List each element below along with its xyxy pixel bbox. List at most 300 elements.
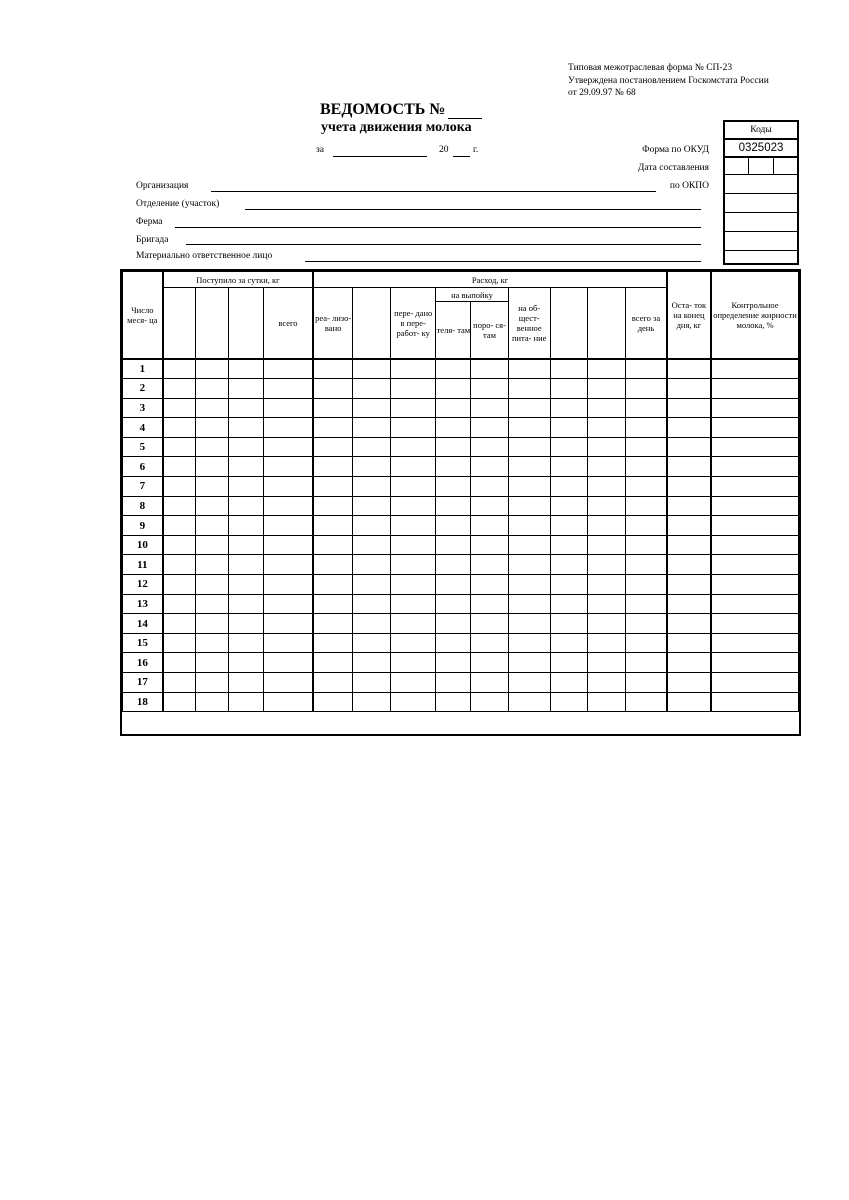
table-cell[interactable] [550, 575, 587, 595]
table-cell[interactable] [163, 496, 196, 516]
table-cell[interactable] [711, 594, 799, 614]
table-cell[interactable] [436, 516, 471, 536]
table-cell[interactable] [263, 379, 313, 399]
table-cell[interactable] [471, 614, 508, 634]
table-cell[interactable] [229, 575, 263, 595]
table-cell[interactable] [508, 673, 550, 693]
table-cell[interactable] [550, 457, 587, 477]
table-cell[interactable] [263, 496, 313, 516]
table-cell[interactable] [229, 379, 263, 399]
table-cell[interactable] [163, 633, 196, 653]
table-cell[interactable] [587, 477, 625, 497]
table-cell[interactable] [352, 633, 390, 653]
period-field[interactable] [333, 156, 427, 157]
table-cell[interactable] [436, 418, 471, 438]
table-cell[interactable] [313, 437, 352, 457]
table-cell[interactable] [711, 418, 799, 438]
table-row [123, 457, 799, 477]
table-cell[interactable] [313, 673, 352, 693]
table-cell[interactable] [711, 653, 799, 673]
table-cell[interactable] [196, 437, 229, 457]
table-cell[interactable] [196, 418, 229, 438]
table-cell[interactable] [436, 575, 471, 595]
table-row [123, 575, 799, 595]
table-cell[interactable] [626, 457, 667, 477]
table-cell[interactable] [626, 516, 667, 536]
table-cell[interactable] [587, 457, 625, 477]
table-cell[interactable] [263, 633, 313, 653]
table-cell[interactable] [587, 692, 625, 712]
table-cell[interactable] [711, 457, 799, 477]
table-cell[interactable] [667, 418, 711, 438]
table-cell[interactable] [352, 653, 390, 673]
table-cell[interactable] [550, 653, 587, 673]
table-cell[interactable] [229, 673, 263, 693]
table-cell[interactable] [352, 418, 390, 438]
table-cell[interactable] [163, 418, 196, 438]
year-field[interactable] [453, 156, 470, 157]
table-cell[interactable] [711, 614, 799, 634]
table-cell[interactable] [587, 614, 625, 634]
table-cell[interactable] [196, 673, 229, 693]
table-cell[interactable] [196, 359, 229, 379]
table-cell[interactable] [626, 575, 667, 595]
table-cell[interactable] [667, 359, 711, 379]
table-cell[interactable] [550, 418, 587, 438]
table-cell[interactable] [229, 594, 263, 614]
table-cell[interactable] [229, 359, 263, 379]
table-cell[interactable] [391, 555, 436, 575]
table-cell[interactable] [352, 535, 390, 555]
table-cell[interactable] [391, 437, 436, 457]
codes-header: Коды [725, 122, 797, 140]
table-cell[interactable] [196, 379, 229, 399]
table-cell[interactable] [471, 555, 508, 575]
table-cell[interactable] [313, 633, 352, 653]
day-number: 6 [123, 457, 163, 477]
table-cell[interactable] [436, 614, 471, 634]
table-cell[interactable] [313, 575, 352, 595]
table-cell[interactable] [313, 692, 352, 712]
table-cell[interactable] [196, 594, 229, 614]
table-cell[interactable] [626, 555, 667, 575]
table-cell[interactable] [313, 555, 352, 575]
table-cell[interactable] [508, 594, 550, 614]
organization-field[interactable] [211, 191, 656, 192]
table-cell[interactable] [667, 496, 711, 516]
table-cell[interactable] [352, 398, 390, 418]
department-code-field[interactable] [725, 194, 797, 213]
table-cell[interactable] [471, 633, 508, 653]
table-cell[interactable] [163, 673, 196, 693]
table-cell[interactable] [550, 535, 587, 555]
table-cell[interactable] [263, 594, 313, 614]
table-cell[interactable] [263, 555, 313, 575]
header-received-total: всего [263, 288, 313, 359]
table-cell[interactable] [436, 594, 471, 614]
table-cell[interactable] [352, 457, 390, 477]
table-cell[interactable] [391, 535, 436, 555]
table-cell[interactable] [391, 516, 436, 536]
table-cell[interactable] [711, 477, 799, 497]
table-cell[interactable] [163, 437, 196, 457]
form-approval [568, 62, 769, 100]
table-cell[interactable] [352, 673, 390, 693]
table-cell[interactable] [196, 535, 229, 555]
table-cell[interactable] [471, 398, 508, 418]
farm-label: Ферма [136, 217, 163, 227]
table-cell[interactable] [163, 535, 196, 555]
table-cell[interactable] [626, 653, 667, 673]
table-cell[interactable] [667, 379, 711, 399]
table-cell[interactable] [587, 594, 625, 614]
table-cell[interactable] [163, 359, 196, 379]
table-cell[interactable] [196, 692, 229, 712]
table-cell[interactable] [229, 555, 263, 575]
table-cell[interactable] [436, 496, 471, 516]
table-cell[interactable] [587, 398, 625, 418]
table-cell[interactable] [471, 692, 508, 712]
table-cell[interactable] [711, 692, 799, 712]
table-cell[interactable] [587, 516, 625, 536]
table-cell[interactable] [391, 692, 436, 712]
table-cell[interactable] [508, 575, 550, 595]
table-cell[interactable] [229, 398, 263, 418]
table-cell[interactable] [626, 418, 667, 438]
table-cell[interactable] [163, 594, 196, 614]
day-number: 1 [123, 359, 163, 379]
table-cell[interactable] [471, 535, 508, 555]
table-cell[interactable] [196, 457, 229, 477]
table-cell[interactable] [163, 516, 196, 536]
table-cell[interactable] [471, 359, 508, 379]
table-cell[interactable] [163, 653, 196, 673]
table-cell[interactable] [508, 437, 550, 457]
table-cell[interactable] [313, 418, 352, 438]
table-cell[interactable] [550, 692, 587, 712]
table-cell[interactable] [263, 418, 313, 438]
table-cell[interactable] [313, 398, 352, 418]
table-cell[interactable] [263, 673, 313, 693]
table-cell[interactable] [391, 379, 436, 399]
table-cell[interactable] [667, 633, 711, 653]
header-calves: теля- там [436, 302, 471, 359]
table-cell[interactable] [229, 418, 263, 438]
table-cell[interactable] [550, 555, 587, 575]
table-cell[interactable] [711, 516, 799, 536]
table-cell[interactable] [263, 653, 313, 673]
table-cell[interactable] [229, 535, 263, 555]
table-cell[interactable] [667, 437, 711, 457]
table-cell[interactable] [587, 535, 625, 555]
table-cell[interactable] [667, 457, 711, 477]
table-cell[interactable] [711, 633, 799, 653]
table-cell[interactable] [196, 516, 229, 536]
table-cell[interactable] [667, 692, 711, 712]
document-number-field[interactable] [448, 104, 482, 119]
header-expense-blank-2 [550, 288, 587, 359]
table-cell[interactable] [263, 614, 313, 634]
table-cell[interactable] [229, 437, 263, 457]
table-cell[interactable] [587, 496, 625, 516]
department-label: Отделение (участок) [136, 199, 220, 209]
table-cell[interactable] [711, 555, 799, 575]
table-cell[interactable] [229, 457, 263, 477]
table-cell[interactable] [667, 516, 711, 536]
table-cell[interactable] [352, 477, 390, 497]
table-cell[interactable] [313, 653, 352, 673]
table-cell[interactable] [229, 633, 263, 653]
table-cell[interactable] [550, 379, 587, 399]
table-cell[interactable] [626, 398, 667, 418]
table-cell[interactable] [263, 359, 313, 379]
responsible-code-field[interactable] [725, 251, 797, 269]
table-cell[interactable] [163, 457, 196, 477]
okpo-code-field[interactable] [725, 175, 797, 194]
table-cell[interactable] [550, 516, 587, 536]
table-cell[interactable] [263, 516, 313, 536]
table-cell[interactable] [163, 692, 196, 712]
table-cell[interactable] [711, 575, 799, 595]
table-cell[interactable] [436, 379, 471, 399]
table-cell[interactable] [352, 437, 390, 457]
table-cell[interactable] [196, 633, 229, 653]
period-line [316, 145, 324, 155]
brigade-code-field[interactable] [725, 232, 797, 251]
table-cell[interactable] [263, 437, 313, 457]
table-cell[interactable] [163, 477, 196, 497]
table-cell[interactable] [508, 379, 550, 399]
table-cell[interactable] [229, 653, 263, 673]
table-cell[interactable] [471, 594, 508, 614]
table-cell[interactable] [587, 555, 625, 575]
farm-field[interactable] [175, 227, 701, 228]
table-cell[interactable] [436, 437, 471, 457]
table-cell[interactable] [508, 457, 550, 477]
organization-label: Организация [136, 181, 189, 191]
table-cell[interactable] [471, 673, 508, 693]
table-cell[interactable] [313, 535, 352, 555]
table-cell[interactable] [626, 594, 667, 614]
table-cell[interactable] [229, 496, 263, 516]
table-cell[interactable] [587, 653, 625, 673]
table-cell[interactable] [436, 535, 471, 555]
table-cell[interactable] [508, 614, 550, 634]
department-field[interactable] [245, 209, 701, 210]
table-cell[interactable] [626, 633, 667, 653]
table-cell[interactable] [229, 692, 263, 712]
table-cell[interactable] [711, 379, 799, 399]
table-cell[interactable] [508, 477, 550, 497]
table-cell[interactable] [508, 418, 550, 438]
table-cell[interactable] [626, 496, 667, 516]
table-cell[interactable] [436, 359, 471, 379]
table-cell[interactable] [352, 575, 390, 595]
table-cell[interactable] [436, 653, 471, 673]
table-cell[interactable] [550, 398, 587, 418]
table-cell[interactable] [163, 575, 196, 595]
table-cell[interactable] [550, 594, 587, 614]
table-cell[interactable] [667, 673, 711, 693]
table-cell[interactable] [471, 437, 508, 457]
table-cell[interactable] [352, 379, 390, 399]
table-cell[interactable] [391, 477, 436, 497]
table-cell[interactable] [352, 692, 390, 712]
table-cell[interactable] [508, 516, 550, 536]
table-cell[interactable] [436, 633, 471, 653]
table-cell[interactable] [550, 477, 587, 497]
table-cell[interactable] [626, 673, 667, 693]
table-cell[interactable] [711, 535, 799, 555]
table-cell[interactable] [391, 673, 436, 693]
table-cell[interactable] [391, 418, 436, 438]
table-cell[interactable] [196, 555, 229, 575]
table-cell[interactable] [667, 594, 711, 614]
table-cell[interactable] [471, 477, 508, 497]
table-cell[interactable] [313, 359, 352, 379]
table-cell[interactable] [196, 477, 229, 497]
table-cell[interactable] [313, 496, 352, 516]
table-cell[interactable] [391, 359, 436, 379]
table-cell[interactable] [391, 575, 436, 595]
table-cell[interactable] [391, 653, 436, 673]
table-cell[interactable] [508, 653, 550, 673]
table-cell[interactable] [587, 673, 625, 693]
table-cell[interactable] [508, 535, 550, 555]
table-cell[interactable] [550, 633, 587, 653]
brigade-field[interactable] [186, 244, 701, 245]
table-cell[interactable] [626, 359, 667, 379]
table-cell[interactable] [163, 614, 196, 634]
table-cell[interactable] [587, 575, 625, 595]
table-cell[interactable] [711, 398, 799, 418]
table-cell[interactable] [667, 653, 711, 673]
table-cell[interactable] [626, 379, 667, 399]
table-cell[interactable] [436, 477, 471, 497]
table-cell[interactable] [711, 673, 799, 693]
table-cell[interactable] [667, 555, 711, 575]
table-cell[interactable] [471, 379, 508, 399]
table-cell[interactable] [229, 477, 263, 497]
table-cell[interactable] [391, 614, 436, 634]
table-cell[interactable] [550, 614, 587, 634]
table-cell[interactable] [391, 398, 436, 418]
table-cell[interactable] [436, 692, 471, 712]
table-cell[interactable] [508, 555, 550, 575]
table-row [123, 437, 799, 457]
table-cell[interactable] [436, 673, 471, 693]
table-cell[interactable] [471, 496, 508, 516]
table-cell[interactable] [667, 614, 711, 634]
table-cell[interactable] [196, 398, 229, 418]
table-cell[interactable] [508, 692, 550, 712]
table-cell[interactable] [436, 398, 471, 418]
table-cell[interactable] [313, 477, 352, 497]
table-cell[interactable] [263, 398, 313, 418]
table-cell[interactable] [471, 653, 508, 673]
table-cell[interactable] [550, 437, 587, 457]
table-cell[interactable] [263, 457, 313, 477]
table-cell[interactable] [391, 594, 436, 614]
table-cell[interactable] [667, 535, 711, 555]
table-cell[interactable] [391, 496, 436, 516]
table-cell[interactable] [550, 496, 587, 516]
table-cell[interactable] [711, 437, 799, 457]
table-cell[interactable] [550, 359, 587, 379]
table-cell[interactable] [471, 575, 508, 595]
table-cell[interactable] [352, 614, 390, 634]
date-cells[interactable] [725, 158, 797, 175]
table-cell[interactable] [196, 653, 229, 673]
table-cell[interactable] [352, 359, 390, 379]
table-row [123, 379, 799, 399]
table-cell[interactable] [508, 359, 550, 379]
table-cell[interactable] [263, 535, 313, 555]
responsible-field[interactable] [305, 261, 701, 262]
table-cell[interactable] [313, 457, 352, 477]
table-cell[interactable] [508, 496, 550, 516]
table-cell[interactable] [711, 359, 799, 379]
table-cell[interactable] [163, 379, 196, 399]
table-cell[interactable] [471, 418, 508, 438]
table-cell[interactable] [352, 496, 390, 516]
table-cell[interactable] [352, 594, 390, 614]
table-cell[interactable] [313, 594, 352, 614]
table-cell[interactable] [471, 516, 508, 536]
table-cell[interactable] [626, 477, 667, 497]
table-cell[interactable] [163, 555, 196, 575]
table-cell[interactable] [263, 692, 313, 712]
table-cell[interactable] [391, 633, 436, 653]
table-cell[interactable] [587, 437, 625, 457]
table-cell[interactable] [263, 575, 313, 595]
table-cell[interactable] [626, 437, 667, 457]
table-cell[interactable] [508, 633, 550, 653]
table-cell[interactable] [263, 477, 313, 497]
table-cell[interactable] [667, 575, 711, 595]
table-cell[interactable] [313, 379, 352, 399]
table-cell[interactable] [436, 555, 471, 575]
table-cell[interactable] [471, 457, 508, 477]
table-cell[interactable] [196, 614, 229, 634]
table-cell[interactable] [626, 614, 667, 634]
table-cell[interactable] [667, 477, 711, 497]
table-cell[interactable] [587, 418, 625, 438]
header-expense-blank-3 [587, 288, 625, 359]
table-cell[interactable] [508, 398, 550, 418]
table-cell[interactable] [163, 398, 196, 418]
table-cell[interactable] [229, 614, 263, 634]
table-cell[interactable] [352, 555, 390, 575]
table-cell[interactable] [626, 535, 667, 555]
table-cell[interactable] [391, 457, 436, 477]
table-cell[interactable] [711, 496, 799, 516]
farm-code-field[interactable] [725, 213, 797, 232]
table-cell[interactable] [667, 398, 711, 418]
table-cell[interactable] [196, 575, 229, 595]
table-cell[interactable] [436, 457, 471, 477]
table-cell[interactable] [550, 673, 587, 693]
table-cell[interactable] [587, 633, 625, 653]
table-cell[interactable] [229, 516, 263, 536]
table-cell[interactable] [626, 692, 667, 712]
table-cell[interactable] [587, 379, 625, 399]
table-cell[interactable] [352, 516, 390, 536]
table-cell[interactable] [313, 516, 352, 536]
table-cell[interactable] [313, 614, 352, 634]
table-cell[interactable] [587, 359, 625, 379]
table-cell[interactable] [196, 496, 229, 516]
